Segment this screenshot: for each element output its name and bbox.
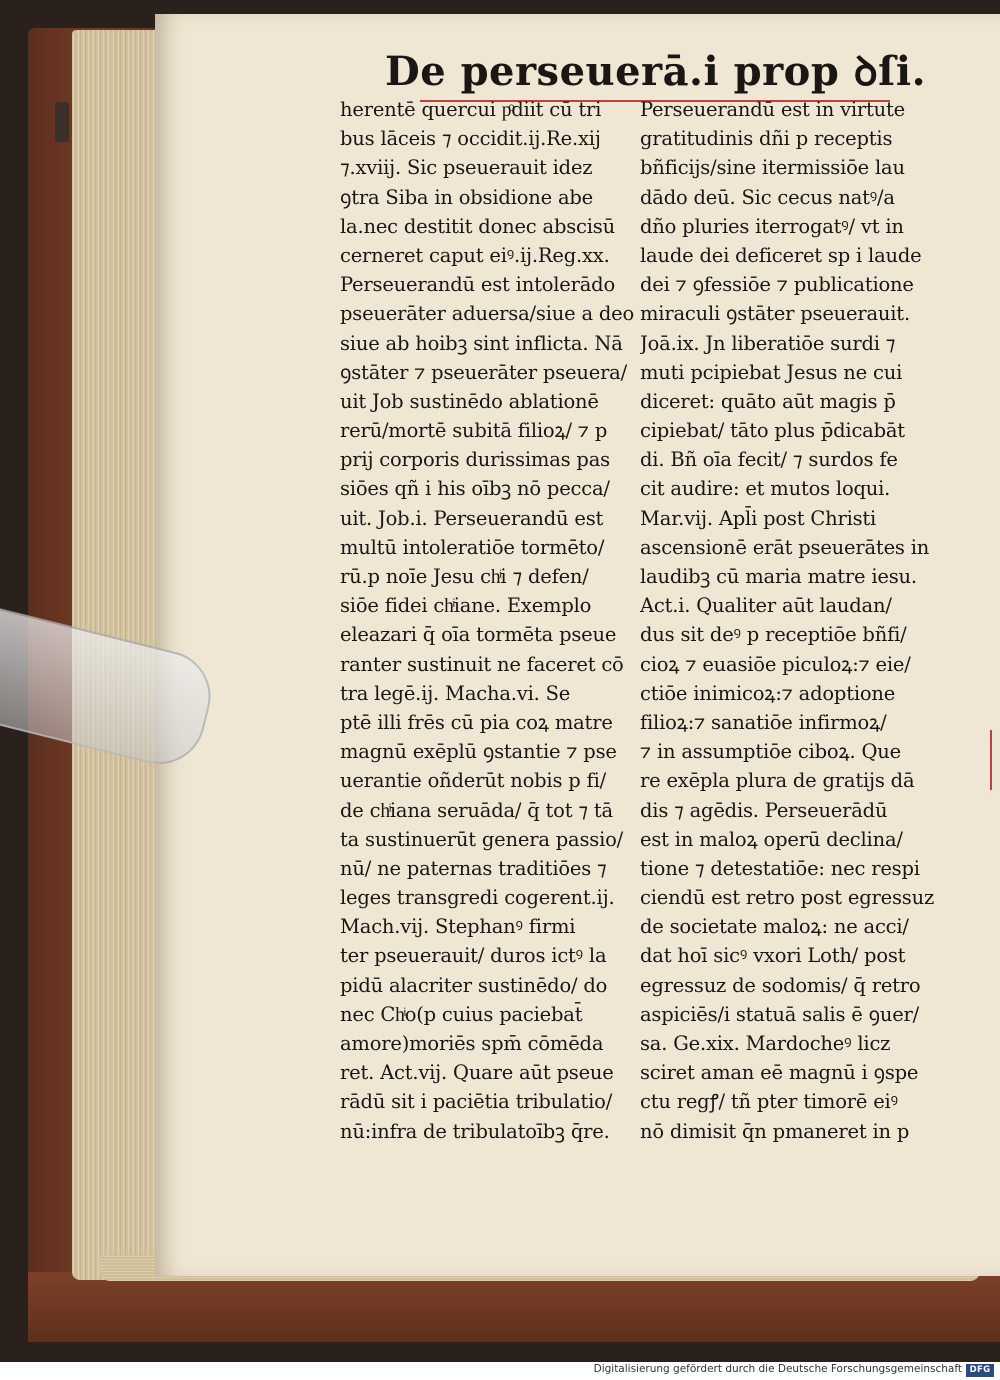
- text-line: herentē quercui pͦdiit cū tri: [340, 98, 602, 121]
- text-line: cipiebat/ tāto plus p̄dicabāt: [640, 419, 905, 443]
- text-line: rādū sit i paciētia tribulatio/: [340, 1090, 613, 1114]
- margin-red-mark: [990, 730, 992, 790]
- text-line: nō dimisit q̄n pmaneret in p: [640, 1119, 910, 1143]
- text-line: Act.i. Qualiter aūt laudan/: [640, 594, 892, 618]
- text-line: pseuerāter aduersa/siue a deo: [340, 302, 635, 326]
- text-line: eleazari q̄ oīa tormēta pseue: [340, 623, 617, 647]
- text-line: miraculi ꝯstāter pseuerauit.: [640, 302, 910, 326]
- text-line: la.nec destitit donec abscisū: [340, 214, 615, 238]
- text-line: magnū exēplū ꝯstantie ⁊ pse: [340, 740, 617, 764]
- text-line: de societate maloꝝ: ne acci/: [640, 915, 909, 939]
- text-line: uit Job sustinēdo ablationē: [340, 389, 599, 413]
- text-line: siōes qñ i his oībꝫ nō pecca/: [340, 477, 610, 501]
- text-line: cit audire: et mutos loqui.: [640, 477, 891, 501]
- text-line: di. Bñ oīa fecit/ ⁊ surdos fe: [640, 448, 898, 472]
- text-line: dis ⁊ agēdis. Perseuerādū: [640, 798, 888, 822]
- funding-credit: Digitalisierung gefördert durch die Deutsche Forschungsgemeinschaft: [593, 1363, 962, 1375]
- text-line: Perseuerandū est in virtute: [640, 98, 906, 121]
- text-line: gratitudinis dñi p receptis: [640, 127, 893, 151]
- text-line: ꝯtra Siba in obsidione abe: [340, 185, 593, 209]
- text-column-left: [340, 95, 640, 1146]
- text-line: Joā.ix. Jn liberatiōe surdi ⁊: [640, 331, 896, 355]
- text-line: ciendū est retro post egressuz: [640, 886, 935, 910]
- text-line: dādo deū. Sic cecus natꝰ/a: [640, 185, 895, 209]
- text-line: bus lāceis ⁊ occidit.ij.Re.xij: [340, 127, 601, 151]
- text-line: leges transgredi cogerent.ij.: [340, 886, 615, 910]
- text-line: ⁊ in assumptiōe ciboꝝ. Que: [640, 740, 902, 764]
- text-line: prij corporis durissimas pas: [340, 448, 610, 472]
- text-line: dat hoī sicꝰ vxori Loth/ post: [640, 944, 906, 968]
- text-line: ta sustinuerūt genera passio/: [340, 827, 624, 851]
- text-line: ptē illi frēs cū pia coꝝ matre: [340, 710, 613, 734]
- text-line: amore)moriēs spm̄ cōmēda: [340, 1032, 604, 1055]
- text-column-right: [640, 95, 940, 1146]
- text-line: cioꝝ ⁊ euasiōe piculoꝝ:⁊ eie/: [640, 652, 911, 676]
- text-line: re exēpla plura de gratijs dā: [640, 769, 915, 793]
- text-line: uit. Job.i. Perseuerandū est: [340, 506, 604, 530]
- text-line: bñficijs/sine itermissiōe lau: [640, 156, 905, 180]
- text-line: Perseuerandū est intolerādo: [340, 273, 615, 297]
- footer-bar: [0, 1362, 1000, 1380]
- text-line: nū:infra de tribulatoībꝫ q̄re.: [340, 1119, 610, 1143]
- text-line: nec Chͥo(p cuius paciebat̄: [340, 1002, 583, 1026]
- text-line: cerneret caput eiꝰ.ij.Reg.xx.: [340, 243, 610, 267]
- text-line: muti pcipiebat Jesus ne cui: [640, 360, 903, 384]
- text-line: ⁊.xviij. Sic pseuerauit idez: [340, 156, 593, 180]
- text-line: ctiōe inimicoꝝ:⁊ adoptione: [640, 681, 896, 705]
- text-line: rerū/mortē subitā filioꝝ/ ⁊ p: [340, 419, 608, 443]
- text-line: est in maloꝝ operū declina/: [640, 827, 903, 851]
- text-line: ret. Act.vij. Quare aūt pseue: [340, 1061, 614, 1085]
- text-line: Mar.vij. Apl̄i post Christi: [640, 506, 877, 530]
- text-line: tra legē.ij. Macha.vi. Se: [340, 681, 571, 705]
- text-line: sa. Ge.xix. Mardocheꝰ licz: [640, 1032, 891, 1055]
- text-line: filioꝝ:⁊ sanatiōe infirmoꝝ/: [640, 710, 887, 734]
- text-line: dei ⁊ ꝯfessiōe ⁊ publicatione: [640, 273, 914, 297]
- text-line: dus sit deꝰ p receptiōe bñfi/: [640, 623, 907, 647]
- text-line: ctu regꝭ/ tñ pter timorē eiꝰ: [640, 1090, 898, 1114]
- text-line: ranter sustinuit ne faceret cō: [340, 652, 624, 676]
- text-line: sciret aman eē magnū i ꝯspe: [640, 1061, 919, 1085]
- text-line: multū intoleratiōe tormēto/: [340, 535, 605, 559]
- leather-cover-bottom: [28, 1272, 1000, 1342]
- text-line: pidū alacriter sustinēdo/ do: [340, 973, 608, 997]
- text-line: nū/ ne paternas traditiōes ⁊: [340, 856, 607, 880]
- text-line: siue ab hoibꝫ sint inflicta. Nā: [340, 331, 623, 355]
- text-line: tione ⁊ detestatiōe: nec respi: [640, 856, 920, 880]
- dfg-logo: DFG: [966, 1364, 994, 1377]
- text-line: diceret: quāto aūt magis p̄: [640, 389, 896, 413]
- text-line: ꝯstāter ⁊ pseuerāter pseuera/: [340, 360, 627, 384]
- text-line: rū.p noīe Jesu chͥi ⁊ defen/: [340, 565, 589, 588]
- text-line: egressuz de sodomis/ q̄ retro: [640, 973, 921, 997]
- clasp-fitting: [55, 102, 69, 142]
- text-line: Mach.vij. Stephanꝰ firmi: [340, 915, 576, 939]
- text-line: de chͥiana seruāda/ q̄ tot ⁊ tā: [340, 798, 613, 822]
- running-head: De perseuerā.i prop ꝺſi.: [385, 48, 926, 95]
- text-line: uerantie oñderūt nobis p fi/: [340, 769, 606, 793]
- text-line: ascensionē erāt pseuerātes in: [640, 535, 930, 559]
- text-line: siōe fidei chͥiane. Exemplo: [340, 594, 592, 618]
- text-line: ter pseuerauit/ duros ictꝰ la: [340, 944, 607, 968]
- text-line: aspiciēs/i statuā salis ē ꝯuer/: [640, 1002, 920, 1026]
- text-line: laude dei deficeret sp i laude: [640, 243, 922, 267]
- text-line: laudibꝫ cū maria matre iesu.: [640, 565, 917, 588]
- text-line: dño pluries iterrogatꝰ/ vt in: [640, 214, 904, 238]
